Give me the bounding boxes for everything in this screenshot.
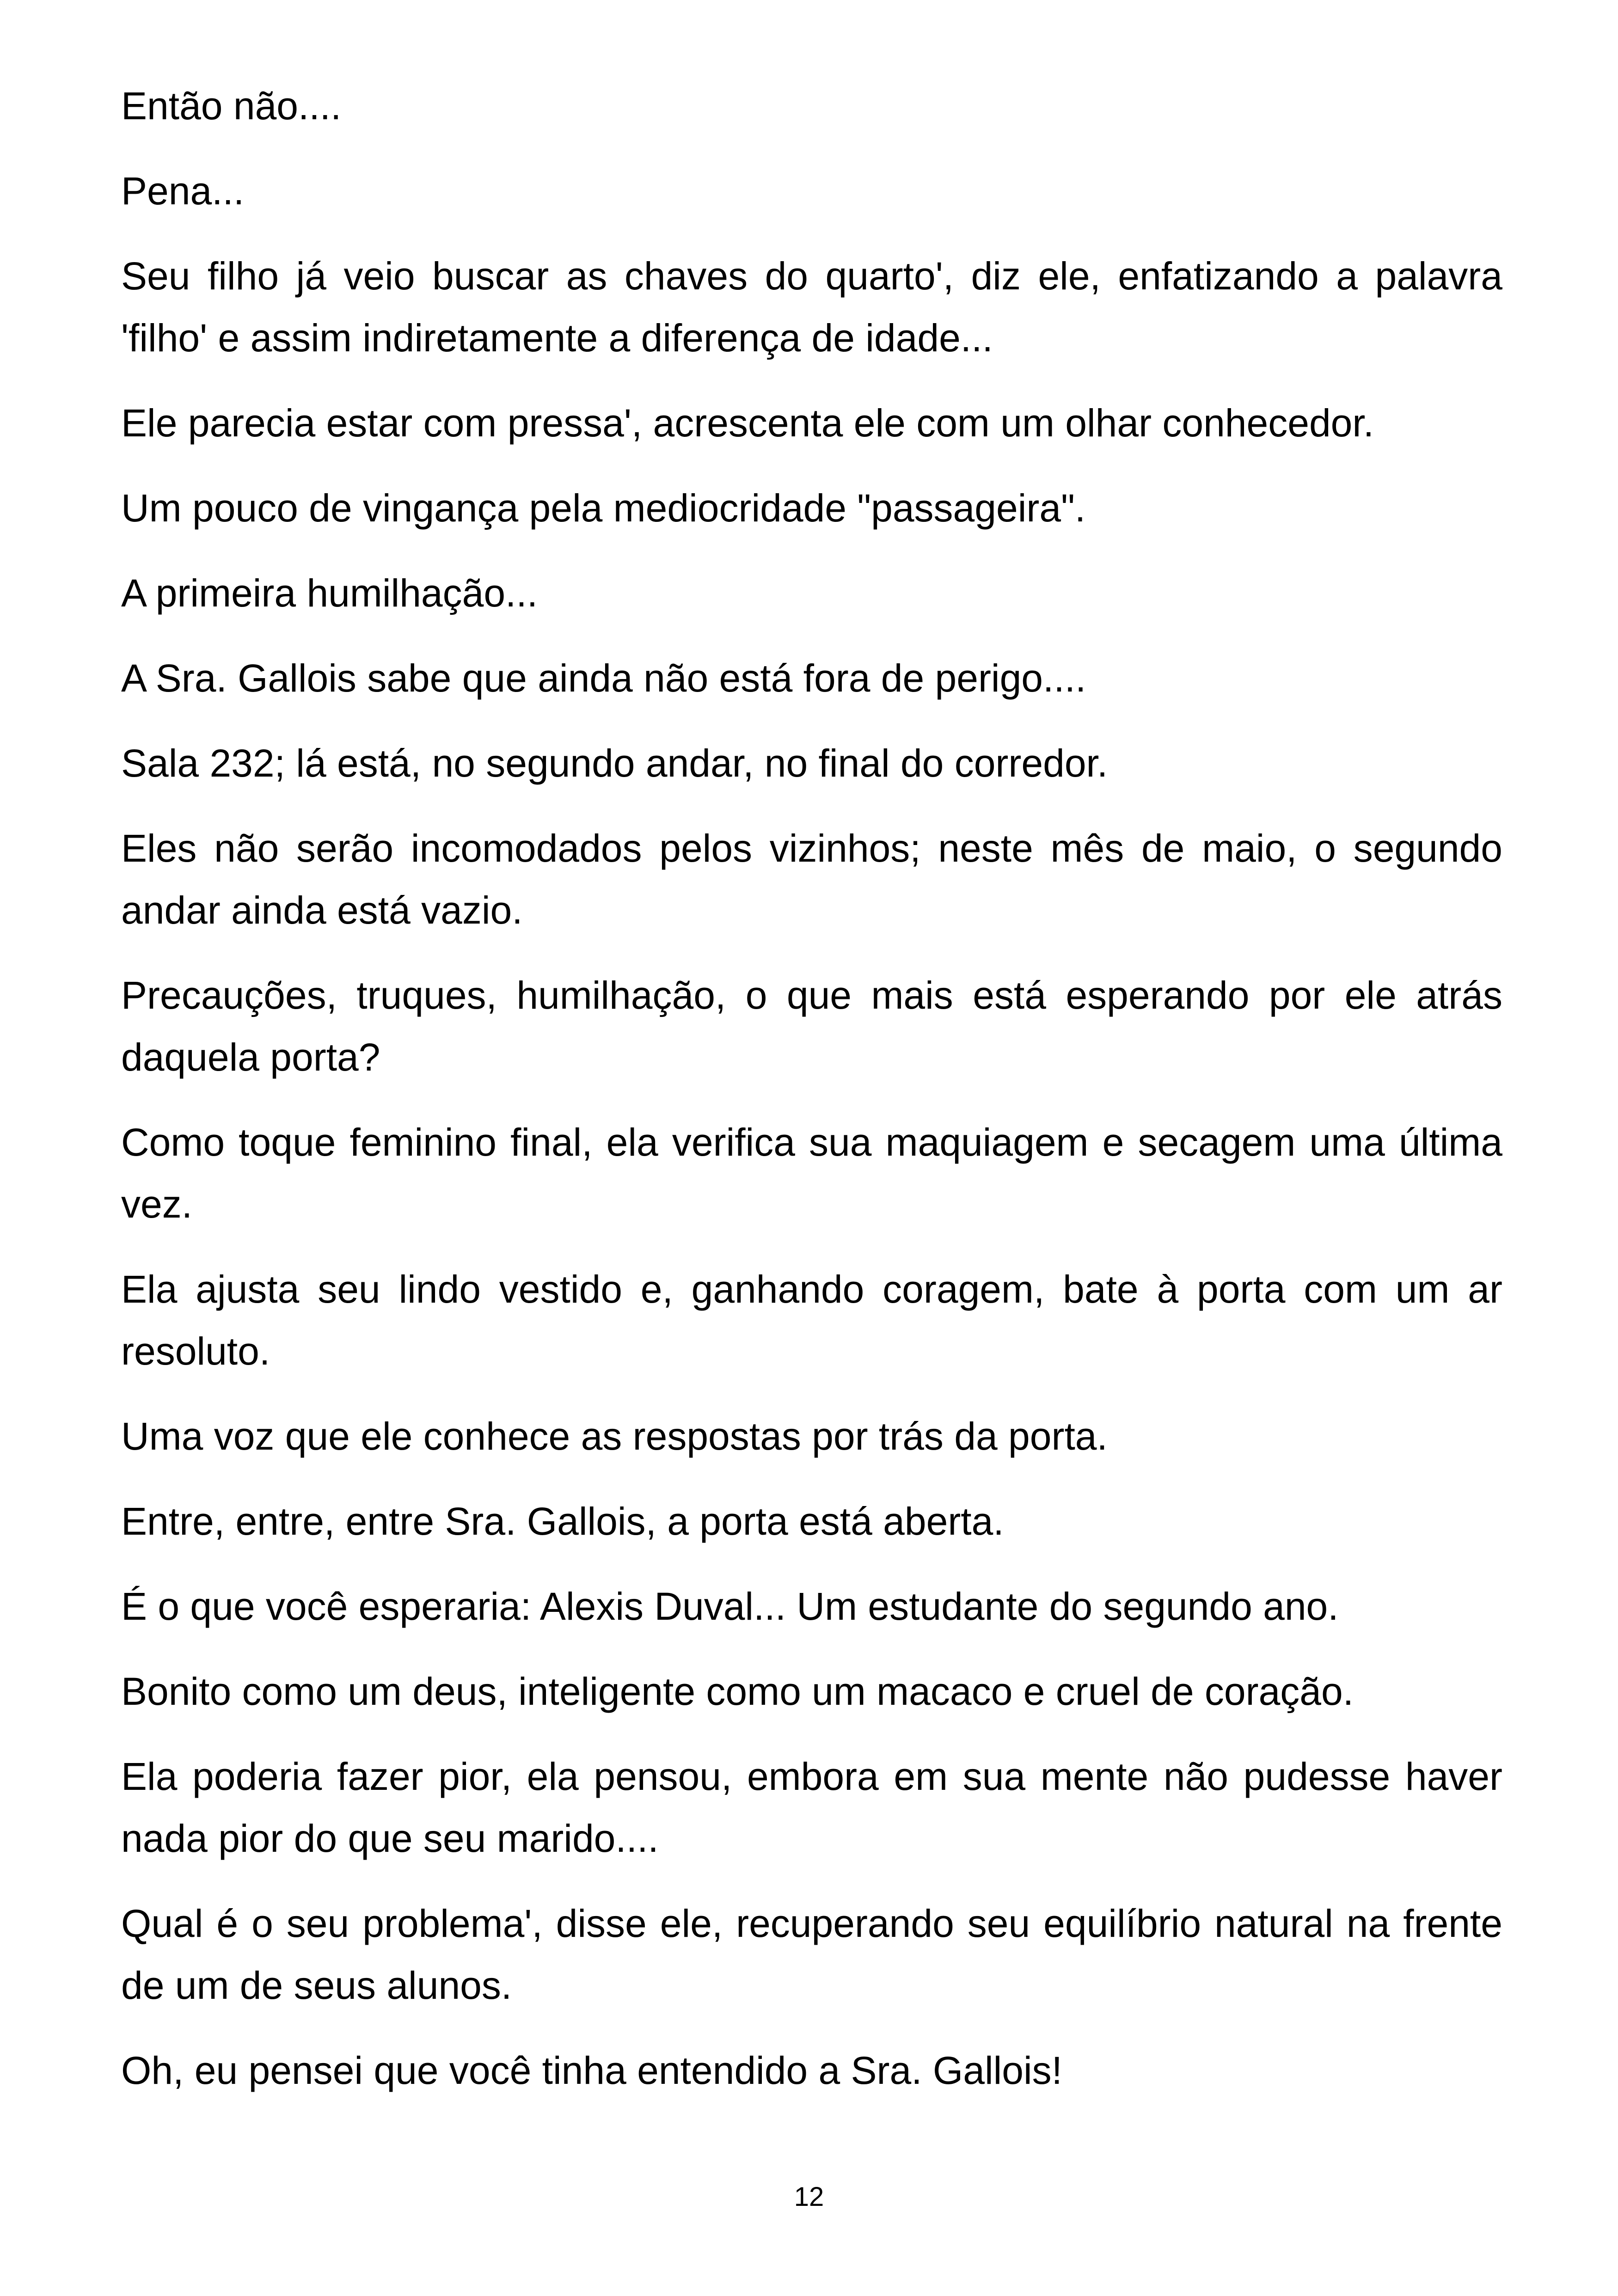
paragraph: Bonito como um deus, inteligente como um macaco e cruel de coração. [121, 1670, 1354, 1713]
paragraph: Pena... [121, 169, 245, 213]
paragraph: É o que você esperaria: Alexis Duval... Um estudante do segundo ano. [121, 1585, 1339, 1628]
paragraph: Eles não serão incomodados pelos vizinhos; neste mês de maio, o segundo andar ainda está vazio. [121, 827, 1502, 932]
paragraph: Entre, entre, entre Sra. Gallois, a porta está aberta. [121, 1500, 1004, 1543]
paragraph: Sala 232; lá está, no segundo andar, no final do corredor. [121, 741, 1108, 785]
paragraph: Qual é o seu problema', disse ele, recuperando seu equilíbrio natural na frente de um de seus alunos. [121, 1902, 1502, 2007]
paragraph: Então não.... [121, 84, 342, 128]
paragraph: Como toque feminino final, ela verifica sua maquiagem e secagem uma última vez. [121, 1120, 1502, 1226]
page-number: 12 [794, 2182, 824, 2212]
paragraph: Oh, eu pensei que você tinha entendido a Sra. Gallois! [121, 2049, 1063, 2092]
body-text [121, 75, 1502, 2125]
paragraph: Ela poderia fazer pior, ela pensou, embora em sua mente não pudesse haver nada pior do que seu marido.... [121, 1755, 1502, 1860]
paragraph: A Sra. Gallois sabe que ainda não está fora de perigo.... [121, 656, 1086, 700]
paragraph: A primeira humilhação... [121, 571, 538, 615]
paragraph: Precauções, truques, humilhação, o que mais está esperando por ele atrás daquela porta? [121, 974, 1502, 1079]
paragraph: Seu filho já veio buscar as chaves do quarto', diz ele, enfatizando a palavra 'filho' e assim indiretamente a diferença de idade... [121, 254, 1502, 360]
paragraph: Uma voz que ele conhece as respostas por trás da porta. [121, 1414, 1108, 1458]
paragraph: Ele parecia estar com pressa', acrescenta ele com um olhar conhecedor. [121, 401, 1374, 445]
paragraph: Ela ajusta seu lindo vestido e, ganhando coragem, bate à porta com um ar resoluto. [121, 1267, 1502, 1373]
paragraph: Um pouco de vingança pela mediocridade "passageira". [121, 486, 1086, 530]
